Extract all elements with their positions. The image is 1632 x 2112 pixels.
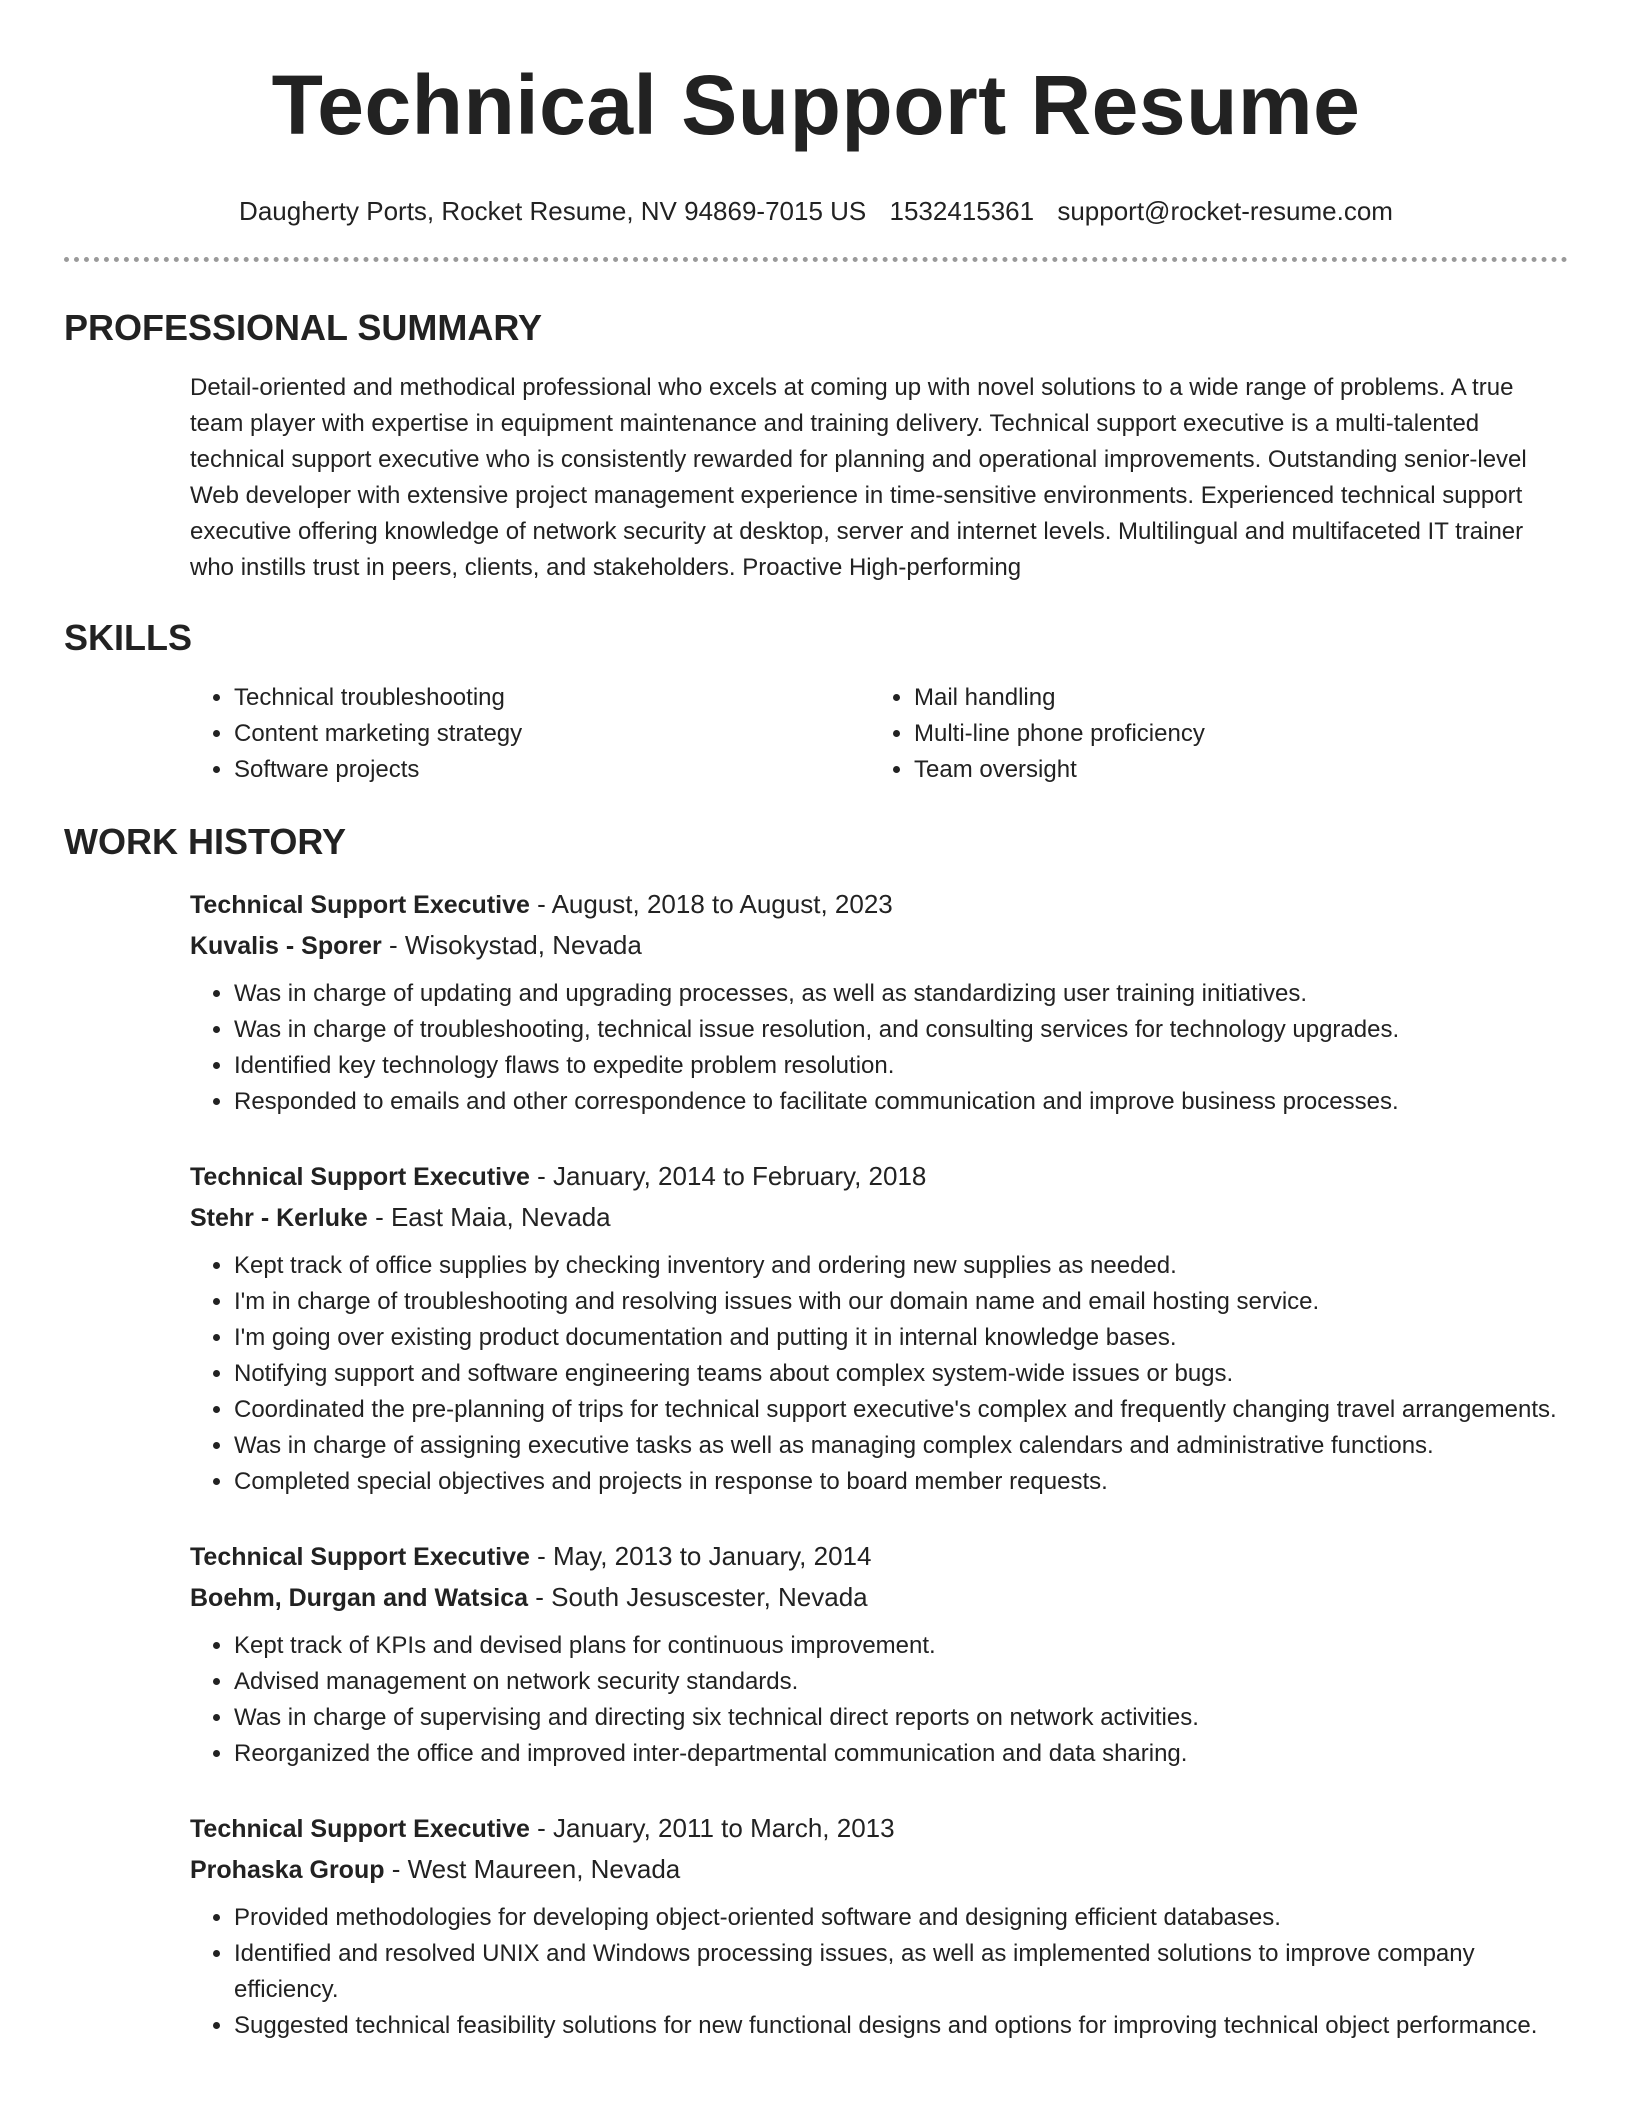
job-company-line [190, 1849, 1568, 1890]
job-bullets [190, 1628, 1568, 1772]
summary-text: Detail-oriented and methodical professional who excels at coming up with novel solutions to a wide range of problems. A true team player with expertise in equipment maintenance and training delivery. Technical support executive is a multi-talented technical support executive who is consistently rewarded for planning and operational improvements. Outstanding senior-level Web developer with extensive project management experience in time-sensitive environments. Experienced technical support executive offering knowledge of network security at desktop, server and internet levels. Multilingual and multifaceted IT trainer who instills trust in peers, clients, and stakeholders. Proactive High-performing [190, 374, 1527, 581]
job-dates: - January, 2011 to March, 2013 [529, 1813, 895, 1843]
job-company-line [190, 1197, 1568, 1238]
skills-column-left [190, 680, 870, 788]
job-location: - East Maia, Nevada [367, 1202, 611, 1232]
job-title-line [190, 1808, 1568, 1849]
job-location: - South Jesuscester, Nevada [528, 1582, 868, 1612]
resume-title: Technical Support Resume [271, 58, 1361, 152]
job-title-line [190, 1536, 1568, 1577]
job-title: Technical Support Executive [190, 891, 530, 919]
job-company-line [190, 1577, 1568, 1618]
job-bullet: • I'm in charge of troubleshooting and resolving issues with our domain name and email hosting service. [234, 1284, 1568, 1320]
skills-heading: SKILLS [64, 617, 193, 658]
job-bullet: • Reorganized the office and improved inter-departmental communication and data sharing. [234, 1736, 1568, 1772]
job-company: Kuvalis - Sporer [190, 932, 382, 960]
skill-item: • Multi-line phone proficiency [914, 716, 1550, 752]
job-bullet: • Kept track of office supplies by checking inventory and ordering new supplies as needed. [234, 1248, 1568, 1284]
job-dates: - May, 2013 to January, 2014 [529, 1541, 872, 1571]
skill-item: • Content marketing strategy [234, 716, 870, 752]
job-title: Technical Support Executive [190, 1543, 530, 1571]
job-bullet: • Suggested technical feasibility solutions for new functional designs and options for improving technical object performance. [234, 2008, 1568, 2044]
skills-column-right [870, 680, 1550, 788]
contact-phone: 1532415361 [889, 196, 1035, 226]
job-bullet: • Advised management on network security standards. [234, 1664, 1568, 1700]
job-entry [190, 1156, 1568, 1500]
job-bullet: • Responded to emails and other correspondence to facilitate communication and improve business processes. [234, 1084, 1568, 1120]
job-entry [190, 1536, 1568, 1772]
header-divider [64, 257, 1568, 262]
contact-line [64, 195, 1568, 227]
job-dates: - August, 2018 to August, 2023 [529, 889, 893, 919]
job-bullet: • Was in charge of updating and upgrading processes, as well as standardizing user training initiatives. [234, 976, 1568, 1012]
skill-item: • Team oversight [914, 752, 1550, 788]
job-bullet: • Was in charge of troubleshooting, technical issue resolution, and consulting services for technology upgrades. [234, 1012, 1568, 1048]
job-bullet: • Kept track of KPIs and devised plans for continuous improvement. [234, 1628, 1568, 1664]
skill-item: • Mail handling [914, 680, 1550, 716]
job-bullet: • Completed special objectives and projects in response to board member requests. [234, 1464, 1568, 1500]
job-bullet: • Provided methodologies for developing object-oriented software and designing efficient databases. [234, 1900, 1568, 1936]
job-bullet: • Was in charge of supervising and directing six technical direct reports on network activities. [234, 1700, 1568, 1736]
job-company: Stehr - Kerluke [190, 1204, 368, 1232]
skill-item: • Software projects [234, 752, 870, 788]
job-entry [190, 884, 1568, 1120]
job-location: - West Maureen, Nevada [384, 1854, 681, 1884]
job-bullet: • Was in charge of assigning executive tasks as well as managing complex calendars and administrative functions. [234, 1428, 1568, 1464]
job-bullets [190, 1248, 1568, 1500]
job-bullets [190, 976, 1568, 1120]
job-company-line [190, 925, 1568, 966]
job-title: Technical Support Executive [190, 1815, 530, 1843]
job-company: Prohaska Group [190, 1856, 385, 1884]
job-title-line [190, 1156, 1568, 1197]
job-bullet: • Identified key technology flaws to expedite problem resolution. [234, 1048, 1568, 1084]
job-bullet: • Notifying support and software engineering teams about complex system-wide issues or bugs. [234, 1356, 1568, 1392]
work-history-heading: WORK HISTORY [64, 821, 347, 862]
contact-address: Daugherty Ports, Rocket Resume, NV 94869-7015 US [239, 196, 867, 226]
job-bullet: • Identified and resolved UNIX and Windows processing issues, as well as implemented solutions to improve company efficiency. [234, 1936, 1568, 2008]
job-bullet: • Coordinated the pre-planning of trips for technical support executive's complex and frequently changing travel arrangements. [234, 1392, 1568, 1428]
job-entry [190, 1808, 1568, 2044]
job-bullets [190, 1900, 1568, 2044]
job-bullet: • I'm going over existing product documentation and putting it in internal knowledge bases. [234, 1320, 1568, 1356]
job-title: Technical Support Executive [190, 1163, 530, 1191]
job-company: Boehm, Durgan and Watsica [190, 1584, 529, 1612]
contact-email: support@rocket-resume.com [1057, 196, 1393, 226]
skills-list [190, 680, 1568, 788]
summary-heading: PROFESSIONAL SUMMARY [64, 307, 543, 348]
job-location: - Wisokystad, Nevada [381, 930, 642, 960]
skill-item: • Technical troubleshooting [234, 680, 870, 716]
job-title-line [190, 884, 1568, 925]
job-dates: - January, 2014 to February, 2018 [529, 1161, 927, 1191]
